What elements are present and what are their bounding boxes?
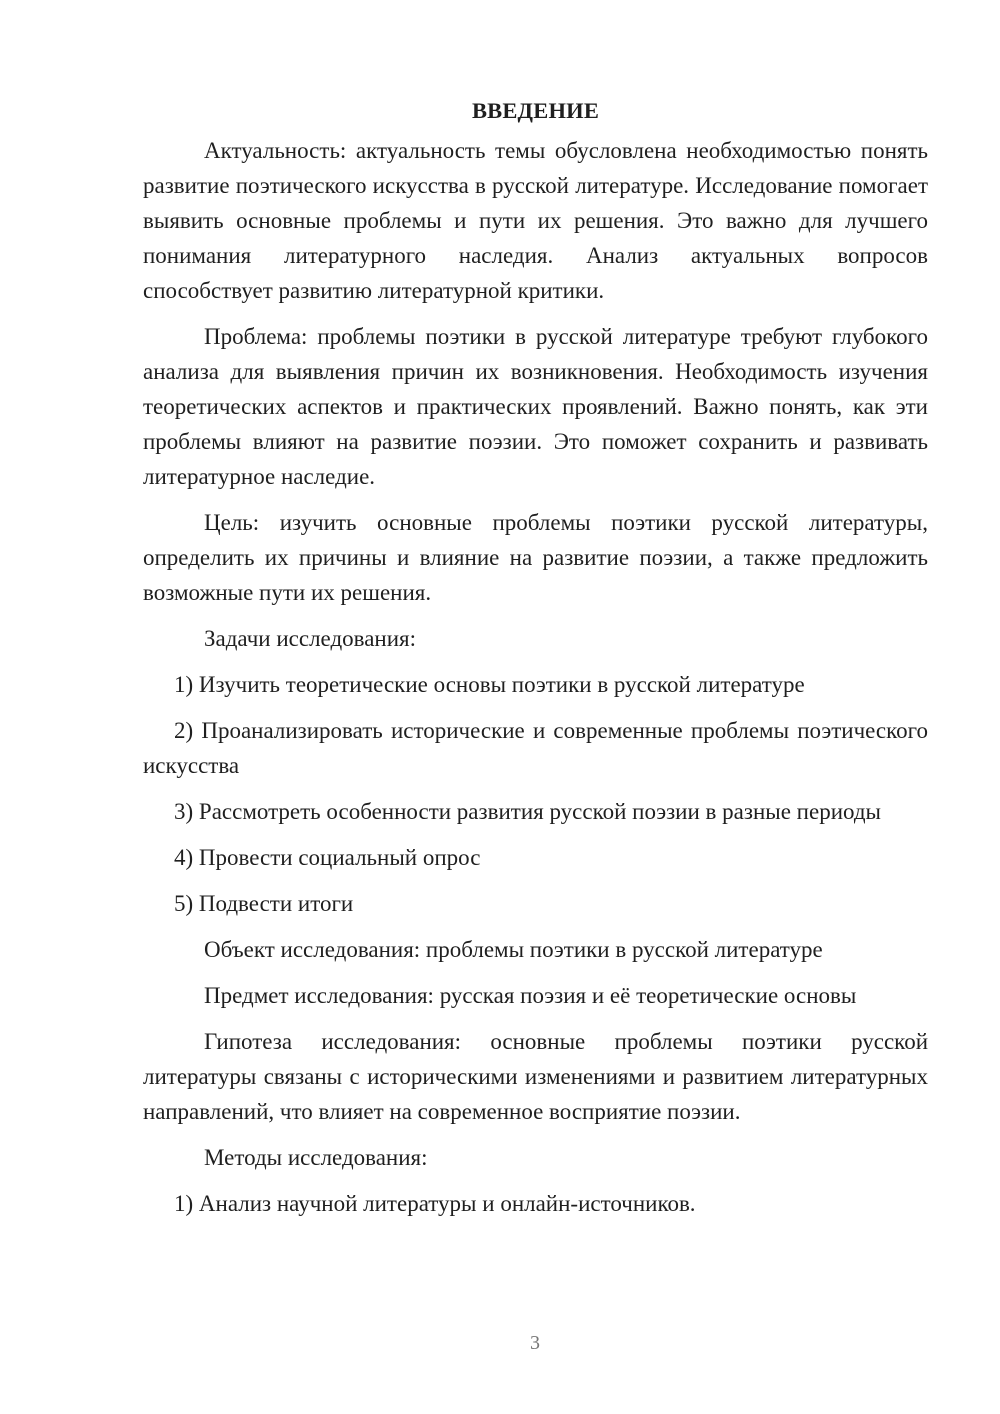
methods-heading: Методы исследования: bbox=[204, 1145, 428, 1170]
task-item-5: 5) Подвести итоги bbox=[174, 891, 354, 916]
task-item-4: 4) Провести социальный опрос bbox=[174, 845, 481, 870]
task-item-3: 3) Рассмотреть особенности развития русской поэзии в разные периоды bbox=[174, 799, 881, 824]
research-object: Объект исследования: проблемы поэтики в русской литературе bbox=[204, 937, 823, 962]
research-hypothesis: Гипотеза исследования: основные проблемы поэтики русской литературы связаны с историческими изменениями и развитием литературных направлений, что влияет на современное восприятие поэзии. bbox=[143, 1029, 928, 1124]
paragraph-goal: Цель: изучить основные проблемы поэтики русской литературы, определить их причины и влияние на развитие поэзии, а также предложить возможные пути их решения. bbox=[143, 510, 928, 605]
method-item-1: 1) Анализ научной литературы и онлайн-источников. bbox=[174, 1191, 696, 1216]
paragraph-relevance: Актуальность: актуальность темы обусловлена необходимостью понять развитие поэтического искусства в русской литературе. Исследование помогает выявить основные проблемы и пути их решения. Это важно для лучшего понимания литературного наследия. Анализ актуальных вопросов способствует развитию литературной критики. bbox=[143, 138, 928, 303]
research-subject: Предмет исследования: русская поэзия и её теоретические основы bbox=[204, 983, 857, 1008]
page-content bbox=[143, 96, 928, 1232]
task-item-2: 2) Проанализировать исторические и современные проблемы поэтического искусства bbox=[143, 718, 928, 778]
tasks-heading: Задачи исследования: bbox=[204, 626, 417, 651]
page-title: ВВЕДЕНИЕ bbox=[471, 98, 600, 123]
task-item-1: 1) Изучить теоретические основы поэтики в русской литературе bbox=[174, 672, 805, 697]
page-number: 3 bbox=[530, 1332, 540, 1354]
paragraph-problem: Проблема: проблемы поэтики в русской литературе требуют глубокого анализа для выявления причин их возникновения. Необходимость изучения теоретических аспектов и практических проявлений. Важно понять, как эти проблемы влияют на развитие поэзии. Это поможет сохранить и развивать литературное наследие. bbox=[143, 324, 928, 489]
